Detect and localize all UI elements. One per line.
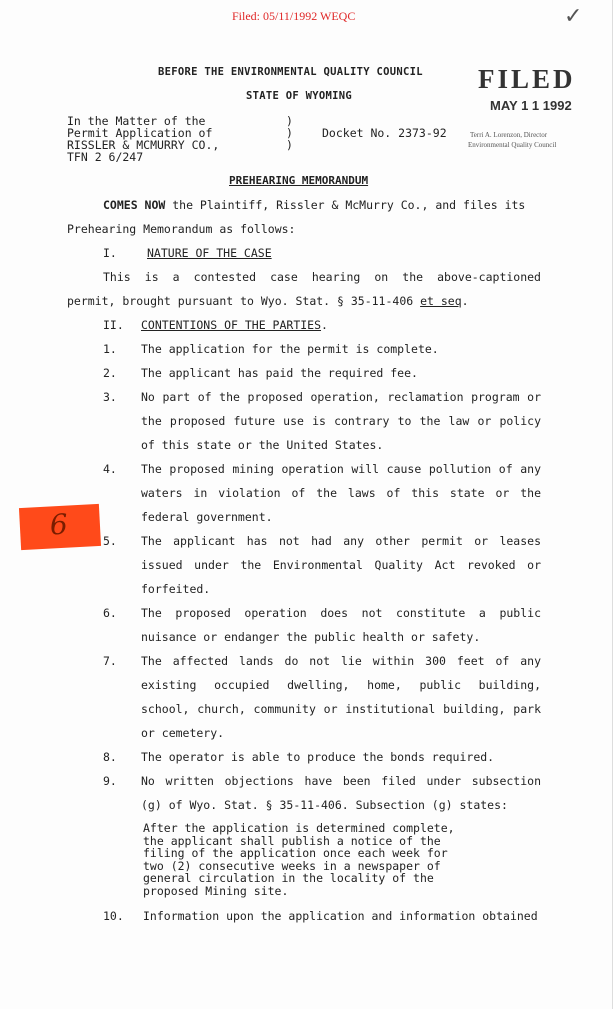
item-text: The applicant has paid the required fee. xyxy=(141,366,418,380)
quote-line: After the application is determined complete, xyxy=(143,821,455,835)
item-text: the proposed future use is contrary to the law or policy xyxy=(141,414,541,428)
section-1-text: permit, brought pursuant to Wyo. Stat. § 35-11-406 et seq. xyxy=(67,294,469,308)
intro-line-1: COMES NOW the Plaintiff, Rissler & McMurry Co., and files its xyxy=(103,198,526,212)
section-1-text: This is a contested case hearing on the above-captioned xyxy=(103,270,541,284)
item-text: school, church, community or institutional building, park xyxy=(141,702,541,716)
item-text: waters in violation of the laws of this state or the xyxy=(141,486,541,500)
caption-line: Permit Application of xyxy=(67,126,213,140)
item-text: No part of the proposed operation, reclamation program or xyxy=(141,390,541,404)
quote-line: two (2) consecutive weeks in a newspaper of xyxy=(143,858,441,873)
item-text: or cemetery. xyxy=(141,726,225,740)
item-number: 1. xyxy=(103,342,117,356)
statute-quote xyxy=(143,822,455,897)
item-number: 5. xyxy=(103,534,117,548)
section-2-number: II. xyxy=(103,318,124,332)
filed-stamp-office: Environmental Quality Council xyxy=(468,141,557,149)
filed-banner: Filed: 05/11/1992 WEQC xyxy=(232,9,356,23)
item-number: 2. xyxy=(103,366,117,380)
filed-stamp-date: MAY 1 1 1992 xyxy=(490,98,572,113)
caption-line: In the Matter of the xyxy=(67,114,206,128)
quote-line: proposed Mining site. xyxy=(143,883,289,898)
item-number: 4. xyxy=(103,462,117,476)
section-1-heading: NATURE OF THE CASE xyxy=(147,246,272,260)
docket-number: Docket No. 2373-92 xyxy=(322,126,447,140)
item-number: 10. xyxy=(103,909,124,923)
caption-paren: ) xyxy=(286,126,293,140)
item-text: issued under the Environmental Quality Act revoked or xyxy=(141,558,541,572)
item-text: of this state or the United States. xyxy=(141,438,384,452)
filed-stamp: FILED xyxy=(478,64,576,94)
item-text: The affected lands do not lie within 300 feet of any xyxy=(141,654,541,668)
caption-line: RISSLER & MCMURRY CO., xyxy=(67,138,220,152)
section-1-number: I. xyxy=(103,246,117,260)
item-text: The application for the permit is complete. xyxy=(141,342,439,356)
quote-line: general circulation in the locality of the xyxy=(143,871,434,885)
section-2-heading: CONTENTIONS OF THE PARTIES. xyxy=(141,318,328,332)
caption-paren: ) xyxy=(286,114,293,128)
document-title: PREHEARING MEMORANDUM xyxy=(229,174,369,187)
item-text: The applicant has not had any other permit or leases xyxy=(141,534,541,548)
item-number: 9. xyxy=(103,774,117,788)
item-text: federal government. xyxy=(141,510,273,524)
item-text: (g) of Wyo. Stat. § 35-11-406. Subsection (g) states: xyxy=(141,798,508,812)
item-number: 7. xyxy=(103,654,117,668)
quote-line: the applicant shall publish a notice of the xyxy=(143,833,441,848)
state-name: STATE OF WYOMING xyxy=(246,90,352,102)
checkmark-icon: ✓ xyxy=(564,4,583,29)
item-text: The operator is able to produce the bonds required. xyxy=(141,750,495,764)
item-text: The proposed operation does not constitute a public xyxy=(141,606,541,620)
item-text: forfeited. xyxy=(141,582,211,596)
item-text: Information upon the application and information obtained xyxy=(143,909,538,923)
exhibit-tab xyxy=(19,504,101,550)
item-text: existing occupied dwelling, home, public building, xyxy=(141,678,541,692)
caption-paren: ) xyxy=(286,138,293,152)
quote-line: filing of the application once each week for xyxy=(143,846,448,860)
court-name: BEFORE THE ENVIRONMENTAL QUALITY COUNCIL xyxy=(158,66,423,78)
item-text: The proposed mining operation will cause pollution of any xyxy=(141,462,541,476)
item-number: 3. xyxy=(103,390,117,404)
item-text: No written objections have been filed under subsection xyxy=(141,774,541,788)
intro-line-2: Prehearing Memorandum as follows: xyxy=(67,222,296,236)
exhibit-tab-number: 6 xyxy=(49,507,69,542)
item-text: nuisance or endanger the public health or safety. xyxy=(141,630,481,644)
caption-line: TFN 2 6/247 xyxy=(67,150,144,164)
item-number: 8. xyxy=(103,750,117,764)
item-number: 6. xyxy=(103,606,117,620)
filed-stamp-signer: Terri A. Lorenzon, Director xyxy=(470,131,548,139)
